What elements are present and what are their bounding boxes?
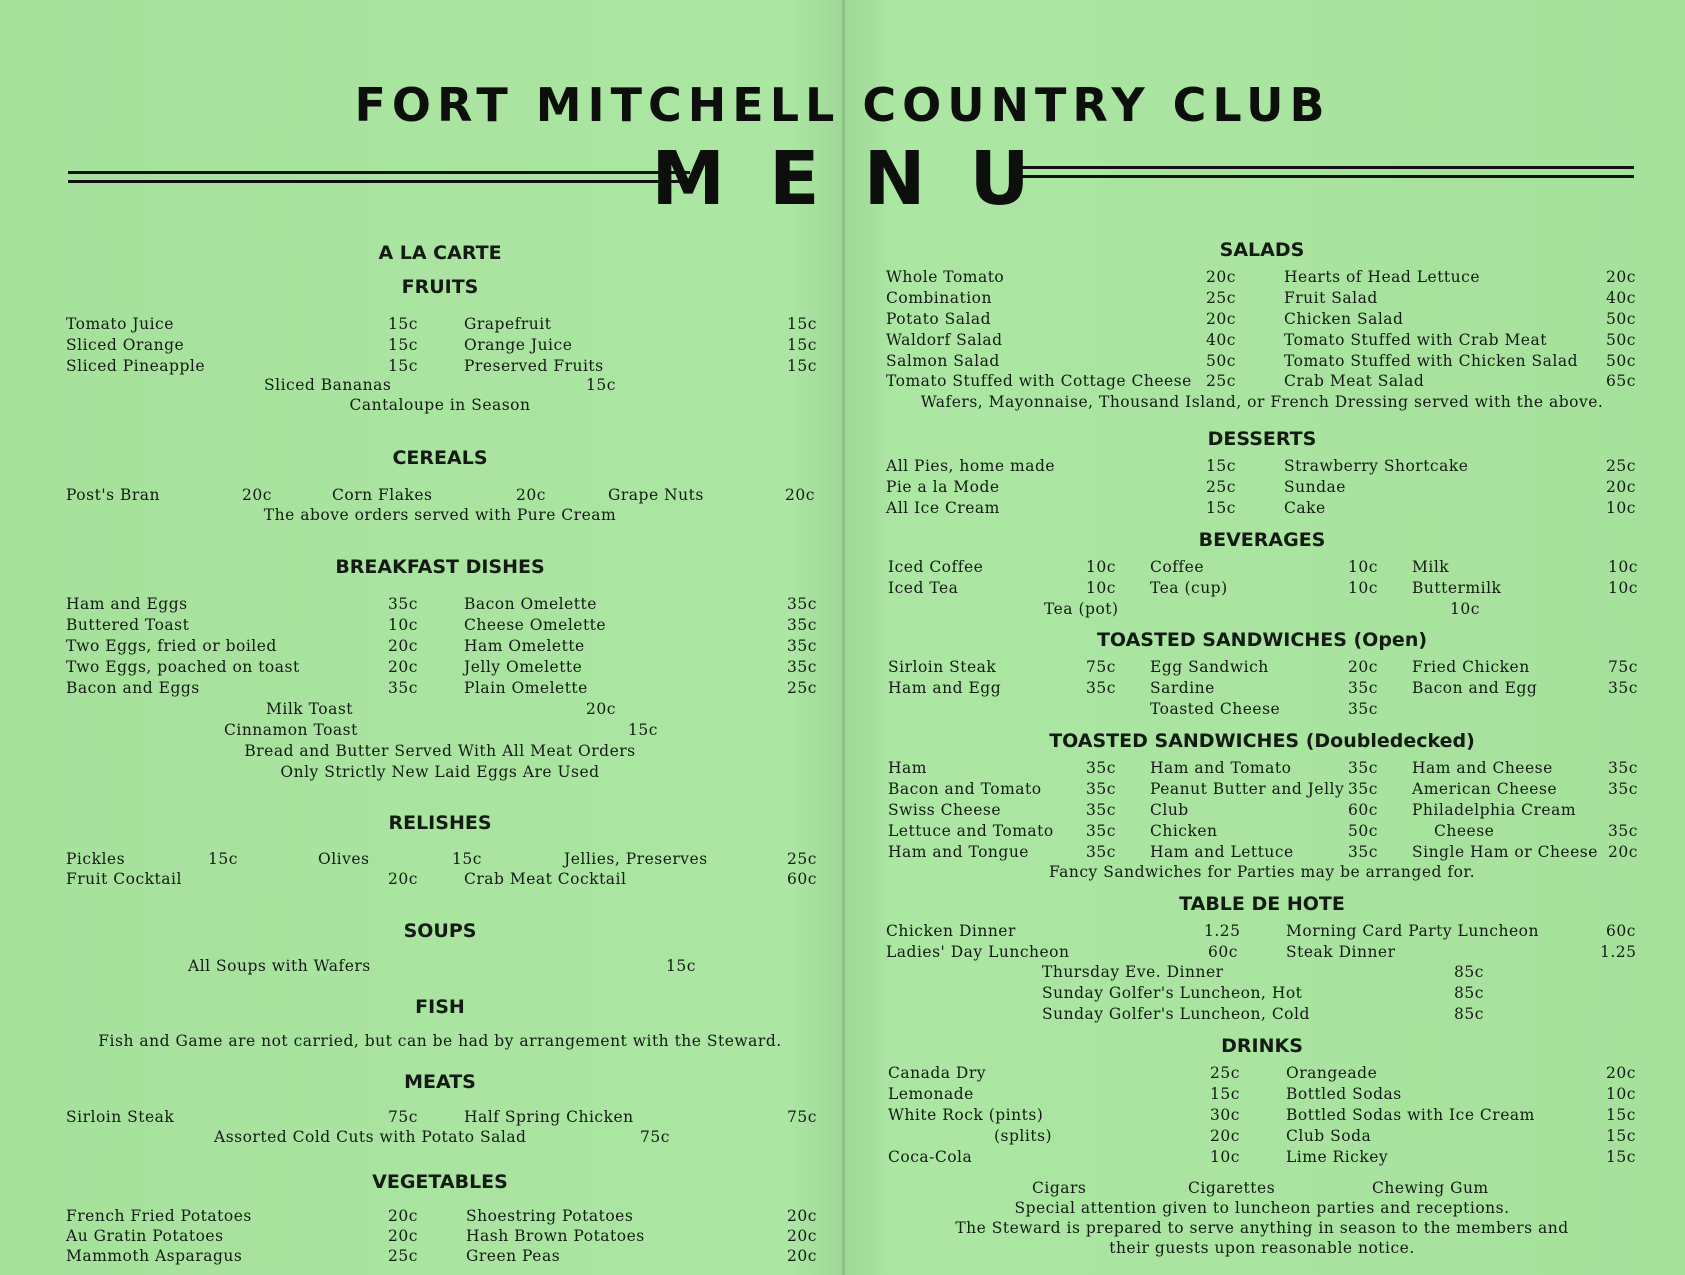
item-price: 25c (1210, 1064, 1240, 1082)
menu-row (884, 1064, 1640, 1085)
menu-row (884, 843, 1640, 864)
item-name: Buttered Toast (66, 616, 190, 634)
menu-row (884, 289, 1640, 310)
item-price: 30c (1210, 1106, 1240, 1124)
item-name: Cheese Omelette (464, 616, 607, 634)
item-price: 20c (1210, 1127, 1240, 1145)
item-price: 75c (388, 1108, 418, 1126)
item-name: Sliced Bananas (264, 376, 392, 394)
item-name: Waldorf Salad (886, 331, 1003, 349)
item-name: Olives (318, 850, 370, 868)
item-name: Steak Dinner (1286, 943, 1396, 961)
item-price: 65c (1606, 372, 1636, 390)
item-name: Sirloin Steak (888, 658, 997, 676)
desserts-heading: DESSERTS (1207, 428, 1317, 450)
item-price: 35c (1608, 679, 1638, 697)
menu-row (60, 486, 820, 507)
item-name: Lettuce and Tomato (888, 822, 1054, 840)
item-price: 10c (1348, 558, 1378, 576)
item-price: 35c (1086, 759, 1116, 777)
item-price: 25c (787, 679, 817, 697)
item-name: Au Gratin Potatoes (66, 1227, 224, 1245)
item-name: Club (1150, 801, 1189, 819)
item-name: Pie a la Mode (886, 478, 1000, 496)
item-price: 35c (787, 637, 817, 655)
beverages-heading: BEVERAGES (1198, 529, 1326, 551)
table-de-hote-heading: TABLE DE HOTE (1179, 893, 1345, 915)
menu-rule-right (1014, 166, 1634, 178)
item-price: 35c (1608, 759, 1638, 777)
item-price: 10c (1086, 579, 1116, 597)
item-price: 35c (787, 595, 817, 613)
menu-row (884, 922, 1640, 943)
item-name: Green Peas (466, 1247, 561, 1265)
menu-heading: MENU (651, 136, 1074, 222)
item-name: Sliced Pineapple (66, 357, 205, 375)
item-name: Tomato Stuffed with Chicken Salad (1284, 352, 1579, 370)
item-price: 15c (1606, 1148, 1636, 1166)
item-name: Crab Meat Salad (1284, 372, 1425, 390)
item-price: 15c (666, 957, 696, 975)
item-price: 10c (1606, 499, 1636, 517)
item-name: Tomato Stuffed with Cottage Cheese (886, 372, 1192, 390)
item-name: Bacon and Tomato (888, 780, 1042, 798)
item-price: 35c (388, 679, 418, 697)
item-name: Iced Tea (888, 579, 959, 597)
menu-row (60, 1108, 820, 1129)
item-name: Morning Card Party Luncheon (1286, 922, 1539, 940)
item-price: 35c (1608, 822, 1638, 840)
item-name: Fruit Cocktail (66, 870, 182, 888)
item-name: Lemonade (888, 1085, 974, 1103)
item-name: Strawberry Shortcake (1284, 457, 1469, 475)
item-name: Milk (1412, 558, 1450, 576)
item-price: 10c (1606, 1085, 1636, 1103)
menu-row (884, 984, 1640, 1005)
extra-item: Cigars (1032, 1179, 1087, 1197)
item-name: White Rock (pints) (888, 1106, 1044, 1124)
item-price: 15c (1606, 1127, 1636, 1145)
item-price: 20c (586, 700, 616, 718)
item-name: Ham Omelette (464, 637, 585, 655)
menu-row (884, 1005, 1640, 1026)
item-price: 20c (388, 658, 418, 676)
salads-heading: SALADS (1219, 239, 1305, 261)
item-name: Philadelphia Cream (1412, 801, 1577, 819)
extra-item: Cigarettes (1188, 1179, 1276, 1197)
item-name: Plain Omelette (464, 679, 588, 697)
item-price: 75c (1086, 658, 1116, 676)
item-price: 35c (1086, 822, 1116, 840)
extras-row (884, 1179, 1640, 1200)
item-price: 25c (1206, 372, 1236, 390)
item-name: Bacon and Egg (1412, 679, 1538, 697)
item-price: 15c (452, 850, 482, 868)
item-name: Egg Sandwich (1150, 658, 1269, 676)
item-name: Salmon Salad (886, 352, 1000, 370)
item-name: Jellies, Preserves (564, 850, 708, 868)
item-price: 20c (1606, 1064, 1636, 1082)
menu-row (60, 957, 820, 978)
item-name: Chicken Dinner (886, 922, 1016, 940)
item-price: 35c (1348, 759, 1378, 777)
item-name: Chicken (1150, 822, 1218, 840)
item-price: 15c (388, 336, 418, 354)
item-price: 15c (1606, 1106, 1636, 1124)
item-name: Bacon and Eggs (66, 679, 200, 697)
item-price: 20c (1348, 658, 1378, 676)
item-name: Preserved Fruits (464, 357, 604, 375)
menu-row (884, 1085, 1640, 1106)
item-name: Hash Brown Potatoes (466, 1227, 645, 1245)
item-name: Fried Chicken (1412, 658, 1530, 676)
menu-row (884, 1127, 1640, 1148)
menu-row (60, 850, 820, 871)
menu-row (884, 1148, 1640, 1169)
item-name: Two Eggs, poached on toast (66, 658, 300, 676)
item-price: 35c (787, 616, 817, 634)
item-price: 25c (1206, 289, 1236, 307)
item-price: 10c (388, 616, 418, 634)
item-name: Chicken Salad (1284, 310, 1404, 328)
item-name: Sliced Orange (66, 336, 185, 354)
item-name: Single Ham or Cheese (1412, 843, 1598, 861)
item-name: Sardine (1150, 679, 1215, 697)
item-price: 1.25 (1600, 943, 1637, 961)
item-price: 15c (787, 336, 817, 354)
item-price: 25c (1606, 457, 1636, 475)
item-price: 20c (242, 486, 272, 504)
item-price: 10c (1086, 558, 1116, 576)
item-price: 10c (1450, 600, 1480, 618)
item-price: 20c (1206, 268, 1236, 286)
item-price: 85c (1454, 963, 1484, 981)
menu-row (60, 679, 820, 700)
toasted-note: Fancy Sandwiches for Parties may be arranged for. (1048, 863, 1476, 881)
item-price: 50c (1606, 352, 1636, 370)
item-price: 25c (388, 1247, 418, 1265)
menu-row (884, 268, 1640, 289)
extra-item: Chewing Gum (1372, 1179, 1489, 1197)
item-name: Sirloin Steak (66, 1108, 175, 1126)
menu-row (884, 478, 1640, 499)
item-price: 10c (1608, 558, 1638, 576)
item-price: 35c (1348, 679, 1378, 697)
menu-row (60, 376, 820, 397)
menu-row (884, 372, 1640, 393)
menu-row (60, 637, 820, 658)
item-name: Ham (888, 759, 927, 777)
fruits-note: Cantaloupe in Season (349, 396, 531, 414)
item-name: Ham and Eggs (66, 595, 188, 613)
item-price: 20c (388, 1207, 418, 1225)
item-price: 25c (787, 850, 817, 868)
item-name: Two Eggs, fried or boiled (66, 637, 277, 655)
item-price: 15c (1206, 457, 1236, 475)
menu-row (60, 336, 820, 357)
item-price: 35c (1348, 700, 1378, 718)
item-price: 20c (1608, 843, 1638, 861)
item-name: Swiss Cheese (888, 801, 1001, 819)
item-price: 75c (787, 1108, 817, 1126)
item-price: 15c (1206, 499, 1236, 517)
item-name: Ham and Tongue (888, 843, 1029, 861)
item-name: Iced Coffee (888, 558, 984, 576)
drinks-heading: DRINKS (1221, 1035, 1303, 1057)
fish-heading: FISH (415, 996, 465, 1018)
item-name: Pickles (66, 850, 126, 868)
item-name: Hearts of Head Lettuce (1284, 268, 1480, 286)
menu-row (884, 457, 1640, 478)
item-name: Cake (1284, 499, 1326, 517)
toasted-double-heading: TOASTED SANDWICHES (Doubledecked) (1049, 730, 1475, 752)
menu-row (884, 558, 1640, 579)
breakfast-note: Bread and Butter Served With All Meat Orders (244, 742, 636, 760)
item-price: 20c (785, 486, 815, 504)
item-name: Bacon Omelette (464, 595, 597, 613)
item-name: Corn Flakes (332, 486, 433, 504)
item-name: All Soups with Wafers (188, 957, 371, 975)
item-price: 60c (787, 870, 817, 888)
menu-row (60, 595, 820, 616)
item-price: 20c (388, 637, 418, 655)
item-name: Orangeade (1286, 1064, 1378, 1082)
item-price: 60c (1348, 801, 1378, 819)
item-name: Milk Toast (266, 700, 353, 718)
item-name: Assorted Cold Cuts with Potato Salad (214, 1128, 527, 1146)
item-name: Tea (pot) (1044, 600, 1119, 618)
item-name: Fruit Salad (1284, 289, 1378, 307)
item-name: Tomato Juice (66, 315, 174, 333)
item-price: 50c (1606, 331, 1636, 349)
a-la-carte-heading: A LA CARTE (378, 242, 502, 264)
item-price: 20c (787, 1247, 817, 1265)
menu-row (884, 759, 1640, 780)
menu-row (884, 822, 1640, 843)
soups-heading: SOUPS (403, 920, 477, 942)
item-name: Coca-Cola (888, 1148, 973, 1166)
menu-row (884, 679, 1640, 700)
fish-note: Fish and Game are not carried, but can be had by arrangement with the Steward. (98, 1032, 782, 1050)
item-price: 50c (1606, 310, 1636, 328)
item-price: 35c (1608, 780, 1638, 798)
item-price: 15c (787, 315, 817, 333)
item-price: 20c (787, 1227, 817, 1245)
footer-note: The Steward is prepared to serve anything in season to the members and (955, 1219, 1569, 1237)
item-name: Grapefruit (464, 315, 552, 333)
item-price: 20c (787, 1207, 817, 1225)
item-name: Tea (cup) (1150, 579, 1228, 597)
menu-row (884, 801, 1640, 822)
item-name: Sunday Golfer's Luncheon, Hot (1042, 984, 1303, 1002)
item-name: Sunday Golfer's Luncheon, Cold (1042, 1005, 1310, 1023)
item-name: Buttermilk (1412, 579, 1502, 597)
item-price: 35c (787, 658, 817, 676)
item-name: Cinnamon Toast (224, 721, 358, 739)
menu-row (884, 331, 1640, 352)
menu-row (60, 1247, 820, 1268)
menu-row (884, 600, 1640, 621)
item-price: 75c (1608, 658, 1638, 676)
item-price: 50c (1206, 352, 1236, 370)
vegetables-heading: VEGETABLES (372, 1171, 508, 1193)
item-name: Toasted Cheese (1150, 700, 1281, 718)
item-price: 60c (1208, 943, 1238, 961)
item-price: 35c (1086, 679, 1116, 697)
club-title: FORT MITCHELL COUNTRY CLUB (354, 78, 1331, 132)
menu-row (60, 1227, 820, 1248)
item-name: Ham and Egg (888, 679, 1002, 697)
item-price: 35c (1348, 780, 1378, 798)
item-name: Mammoth Asparagus (66, 1247, 243, 1265)
item-price: 40c (1206, 331, 1236, 349)
menu-row (60, 721, 820, 742)
menu-row (60, 1128, 820, 1149)
item-price: 15c (787, 357, 817, 375)
item-price: 20c (1606, 268, 1636, 286)
menu-row (884, 579, 1640, 600)
item-price: 75c (640, 1128, 670, 1146)
menu-row (60, 315, 820, 336)
footer-note: Special attention given to luncheon parties and receptions. (1014, 1199, 1510, 1217)
item-price: 10c (1608, 579, 1638, 597)
item-name: Combination (886, 289, 992, 307)
item-price: 1.25 (1204, 922, 1241, 940)
menu-row (60, 616, 820, 637)
item-price: 10c (1348, 579, 1378, 597)
item-name: Sundae (1284, 478, 1346, 496)
item-name: Cheese (1434, 822, 1495, 840)
menu-row (884, 963, 1640, 984)
relishes-heading: RELISHES (388, 812, 492, 834)
menu-row (884, 780, 1640, 801)
item-price: 85c (1454, 1005, 1484, 1023)
item-price: 15c (628, 721, 658, 739)
item-name: Canada Dry (888, 1064, 987, 1082)
menu-row (60, 1207, 820, 1228)
menu-row (884, 310, 1640, 331)
cereals-note: The above orders served with Pure Cream (263, 506, 617, 524)
meats-heading: MEATS (404, 1071, 476, 1093)
item-name: Whole Tomato (886, 268, 1005, 286)
item-price: 15c (1210, 1085, 1240, 1103)
item-price: 35c (1348, 843, 1378, 861)
item-name: Half Spring Chicken (464, 1108, 634, 1126)
item-price: 20c (1606, 478, 1636, 496)
item-price: 40c (1606, 289, 1636, 307)
item-name: Post's Bran (66, 486, 160, 504)
item-name: All Ice Cream (886, 499, 1000, 517)
item-name: Shoestring Potatoes (466, 1207, 634, 1225)
menu-row (884, 499, 1640, 520)
menu-row (884, 1106, 1640, 1127)
breakfast-note: Only Strictly New Laid Eggs Are Used (280, 763, 600, 781)
item-name: Ham and Lettuce (1150, 843, 1294, 861)
breakfast-heading: BREAKFAST DISHES (335, 556, 545, 578)
menu-row (60, 870, 820, 891)
item-name: Ham and Tomato (1150, 759, 1292, 777)
item-price: 35c (1086, 780, 1116, 798)
item-name: Club Soda (1286, 1127, 1372, 1145)
item-price: 85c (1454, 984, 1484, 1002)
item-price: 15c (208, 850, 238, 868)
item-name: Bottled Sodas (1286, 1085, 1402, 1103)
cereals-heading: CEREALS (392, 447, 488, 469)
item-name: Crab Meat Cocktail (464, 870, 627, 888)
menu-row (884, 700, 1640, 721)
item-price: 20c (1206, 310, 1236, 328)
item-name: Grape Nuts (608, 486, 704, 504)
menu-row (884, 352, 1640, 373)
item-price: 20c (388, 870, 418, 888)
item-name: Bottled Sodas with Ice Cream (1286, 1106, 1535, 1124)
item-price: 60c (1606, 922, 1636, 940)
item-price: 15c (586, 376, 616, 394)
menu-row (884, 943, 1640, 964)
item-price: 20c (516, 486, 546, 504)
item-name: Tomato Stuffed with Crab Meat (1284, 331, 1547, 349)
item-name: American Cheese (1412, 780, 1558, 798)
fruits-heading: FRUITS (401, 276, 479, 298)
menu-row (60, 700, 820, 721)
item-name: Thursday Eve. Dinner (1042, 963, 1224, 981)
item-name: All Pies, home made (886, 457, 1056, 475)
item-name: Coffee (1150, 558, 1205, 576)
item-price: 10c (1210, 1148, 1240, 1166)
item-name: Ladies' Day Luncheon (886, 943, 1070, 961)
footer-note: their guests upon reasonable notice. (1109, 1239, 1415, 1257)
toasted-open-heading: TOASTED SANDWICHES (Open) (1096, 629, 1428, 651)
menu-row (60, 658, 820, 679)
menu-row (884, 658, 1640, 679)
item-price: 50c (1348, 822, 1378, 840)
item-name: Peanut Butter and Jelly (1150, 780, 1345, 798)
item-name: (splits) (994, 1127, 1053, 1145)
item-name: Orange Juice (464, 336, 573, 354)
menu-row (60, 357, 820, 378)
item-name: French Fried Potatoes (66, 1207, 252, 1225)
item-price: 20c (388, 1227, 418, 1245)
item-price: 35c (388, 595, 418, 613)
item-price: 25c (1206, 478, 1236, 496)
salads-note: Wafers, Mayonnaise, Thousand Island, or French Dressing served with the above. (920, 393, 1604, 411)
item-name: Lime Rickey (1286, 1148, 1389, 1166)
item-name: Ham and Cheese (1412, 759, 1553, 777)
item-price: 35c (1086, 843, 1116, 861)
item-name: Potato Salad (886, 310, 992, 328)
item-price: 15c (388, 315, 418, 333)
item-price: 35c (1086, 801, 1116, 819)
item-name: Jelly Omelette (464, 658, 583, 676)
item-price: 15c (388, 357, 418, 375)
